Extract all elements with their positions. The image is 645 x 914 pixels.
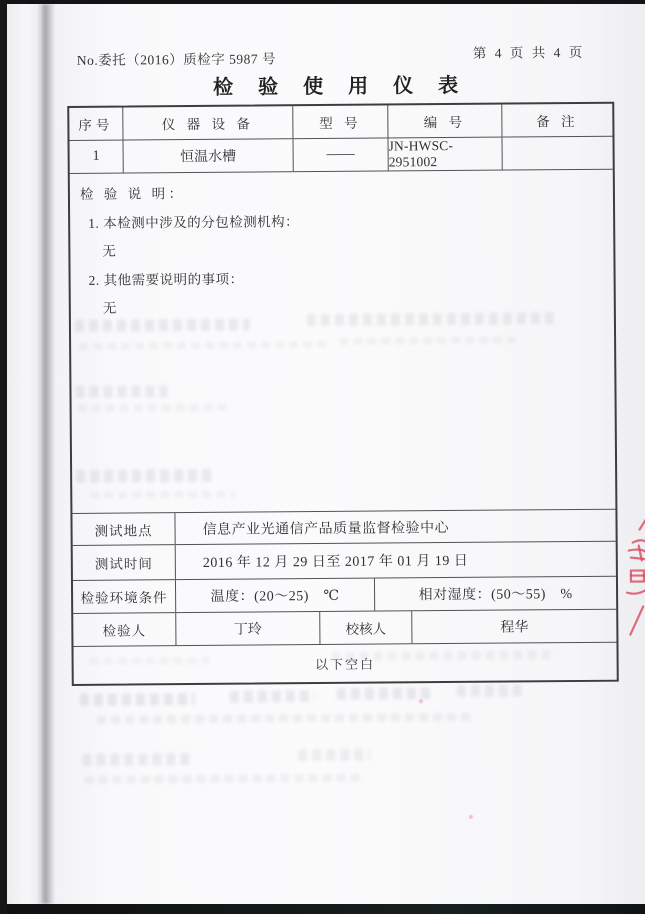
bleed-through-smudge — [230, 690, 315, 703]
scan-edge-top — [0, 0, 645, 4]
test-time-label: 测试时间 — [73, 545, 176, 580]
bleed-through-smudge — [457, 684, 522, 697]
pink-speck — [469, 815, 473, 819]
col-header-remark: 备 注 — [536, 113, 579, 130]
temperature-value: 温度：(20～25) ℃ — [176, 579, 375, 613]
bleed-through-smudge — [75, 385, 167, 398]
page-title: 检 验 使 用 仪 表 — [213, 74, 469, 99]
page-indicator: 第 4 页 共 4 页 — [472, 44, 585, 61]
bleed-through-smudge — [339, 336, 519, 344]
bleed-through-smudge — [84, 774, 364, 784]
bleed-through-smudge — [75, 319, 250, 332]
red-pen-mark — [616, 512, 645, 647]
bleed-through-smudge — [307, 312, 555, 326]
table-row — [70, 137, 613, 174]
table-header-row — [69, 104, 612, 141]
note-item-1: 1. 本检测中涉及的分包检测机构： — [88, 214, 300, 231]
bleed-through-smudge — [80, 693, 195, 706]
bleed-through-smudge — [82, 753, 190, 766]
bleed-through-smudge — [78, 404, 228, 412]
note-value-1: 无 — [102, 243, 117, 259]
bleed-through-smudge — [76, 469, 211, 483]
col-header-model: 型 号 — [293, 105, 388, 138]
cell-seq: 1 — [70, 141, 124, 173]
bleed-through-smudge — [97, 713, 472, 724]
notes-heading: 检 验 说 明： — [79, 186, 186, 202]
environment-row — [73, 577, 616, 614]
document-number: No.委托（2016）质检字 5987 号 — [76, 51, 277, 68]
blank-below-note: 以下空白 — [315, 656, 376, 673]
col-header-device: 仪 器 设 备 — [123, 106, 293, 139]
bleed-through-smudge — [90, 491, 235, 499]
reviewer-name: 程华 — [500, 620, 529, 636]
reviewer-label: 校核人 — [320, 611, 412, 644]
inspector-label: 检验人 — [73, 613, 176, 646]
col-header-serial: 编 号 — [388, 105, 502, 138]
cell-device: 恒温水槽 — [124, 139, 294, 172]
humidity-value: 相对湿度：(50～55) % — [418, 587, 573, 604]
bleed-through-smudge — [337, 687, 432, 700]
bleed-through-smudge — [298, 749, 370, 762]
personnel-row — [73, 610, 616, 647]
pink-speck — [419, 699, 423, 703]
inspector-name: 丁玲 — [176, 612, 320, 645]
test-location-value: 信息产业光通信产品质量监督检验中心 — [202, 520, 450, 538]
scan-edge-left — [0, 0, 7, 914]
note-value-2: 无 — [102, 300, 117, 316]
environment-label: 检验环境条件 — [73, 580, 176, 613]
note-item-2: 2. 其他需要说明的事项： — [88, 271, 244, 288]
cell-serial: JN-HWSC-2951002 — [389, 138, 503, 171]
bleed-through-smudge — [90, 657, 210, 665]
cell-model: —— — [294, 138, 389, 171]
test-location-label: 测试地点 — [72, 513, 175, 545]
bleed-through-smudge — [332, 650, 557, 661]
test-time-row — [73, 542, 616, 581]
test-location-row — [72, 510, 615, 546]
col-header-seq: 序号 — [69, 108, 123, 140]
scan-edge-bottom — [0, 904, 645, 914]
test-time-value: 2016 年 12 月 29 日至 2017 年 01 月 19 日 — [202, 553, 469, 571]
cell-remark — [502, 137, 612, 170]
